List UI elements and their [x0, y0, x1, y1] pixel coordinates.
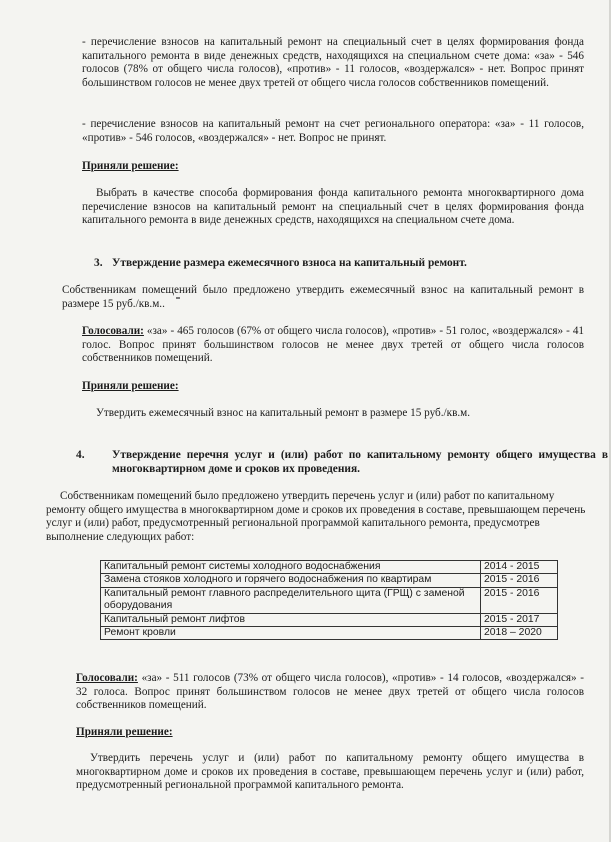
table-row — [101, 613, 558, 626]
work-period: 2018 – 2020 — [481, 627, 558, 640]
paragraph-text: Собственникам помещений было предложено утвердить ежемесячный взнос на капитальный ремонт в размере 15 руб./кв.м.. — [62, 284, 584, 310]
paragraph-regional-operator-option — [82, 118, 584, 145]
table-row — [101, 561, 558, 574]
works-table — [100, 560, 558, 640]
work-period: 2015 - 2016 — [481, 574, 558, 587]
work-name: Замена стояков холодного и горячего водоснабжения по квартирам — [101, 574, 481, 587]
section-4-decision — [76, 752, 584, 793]
vote-text: «за» - 511 голосов (73% от общего числа голосов), «против» - 14 голосов, «воздержался» - 32 голоса. Вопрос принят большинством голосов не менее двух третей от общего числа голосов собственников помещений. — [76, 672, 585, 712]
section-number: 3. — [94, 257, 103, 269]
section-number: 4. — [76, 449, 85, 461]
paragraph-text: Утвердить ежемесячный взнос на капитальный ремонт в размере 15 руб./кв.м. — [96, 407, 471, 419]
decided-label-3: Приняли решение: — [82, 380, 179, 392]
paragraph-text: Собственникам помещений было предложено утвердить перечень услуг и (или) работ по капитальному ремонту общего имущества в многоквартирном доме и сроков их проведения в составе, превышающем перечень услуг и (или) работ, предусмотренный региональной программой капитального ремонта, предусмотрев выполнение следующих работ: — [46, 490, 586, 543]
section-4-vote — [76, 672, 584, 713]
decided-label-2: Приняли решение: — [82, 160, 179, 172]
paragraph-text: Утвердить перечень услуг и (или) работ по капитальному ремонту общего имущества в многоквартирном доме и сроков их проведения в составе, превышающем перечень услуг и (или) работ, предусмотренный региональной программой капитального ремонта. — [76, 752, 584, 792]
section-3-heading — [94, 256, 574, 270]
work-period: 2015 - 2016 — [481, 587, 558, 613]
section-title: Утверждение перечня услуг и (или) работ по капитальному ремонту общего имущества в многоквартирном доме и сроков их проведения. — [112, 449, 608, 475]
section-3-decision — [96, 407, 584, 421]
voted-label: Голосовали: — [82, 325, 144, 337]
work-name: Капитальный ремонт лифтов — [101, 613, 481, 626]
decision-2 — [82, 187, 584, 228]
work-name: Ремонт кровли — [101, 627, 481, 640]
voted-label: Голосовали: — [76, 672, 138, 684]
paragraph-text: - перечисление взносов на капитальный ремонт на счет регионального оператора: «за» - 11 голосов, «против» - 546 голосов, «воздержался» - нет. Вопрос не принят. — [82, 118, 584, 144]
work-name: Капитальный ремонт главного распределительного щита (ГРЩ) с заменой оборудования — [101, 587, 481, 613]
paragraph-text: - перечисление взносов на капитальный ремонт на специальный счет в целях формирования фонда капитального ремонта в виде денежных средств, находящихся на специальном счете дома: «за» - 546 голосов (78% от общего числа голосов), «против» - 11 голосов, «воздержался» - нет. Вопрос принят большинством голосов не менее двух третей от общего числа голосов собственников помещений. — [82, 36, 584, 89]
work-name: Капитальный ремонт системы холодного водоснабжения — [101, 561, 481, 574]
work-period: 2014 - 2015 — [481, 561, 558, 574]
work-period: 2015 - 2017 — [481, 613, 558, 626]
paragraph-special-account-option — [82, 36, 584, 90]
table-row — [101, 587, 558, 613]
section-4-proposal — [46, 490, 586, 544]
scan-mark — [176, 297, 180, 299]
section-3-vote — [82, 325, 584, 366]
decided-label-4: Приняли решение: — [76, 726, 173, 738]
table-row — [101, 574, 558, 587]
paragraph-text: Выбрать в качестве способа формирования фонда капитального ремонта многоквартирного дома перечисление взносов на капитальный ремонт на специальный счет в целях формирования фонда капитального ремонта в виде денежных средств, находящихся на специальном счете дома. — [82, 187, 584, 227]
section-4-heading — [76, 448, 608, 476]
section-title: Утверждение размера ежемесячного взноса на капитальный ремонт. — [112, 257, 467, 269]
table-row — [101, 627, 558, 640]
section-3-proposal — [62, 284, 584, 311]
vote-text: «за» - 465 голосов (67% от общего числа голосов), «против» - 51 голос, «воздержался» - 41 голос. Вопрос принят большинством голосов не менее двух третей от общего числа голосов собственников помещений. — [82, 325, 585, 365]
